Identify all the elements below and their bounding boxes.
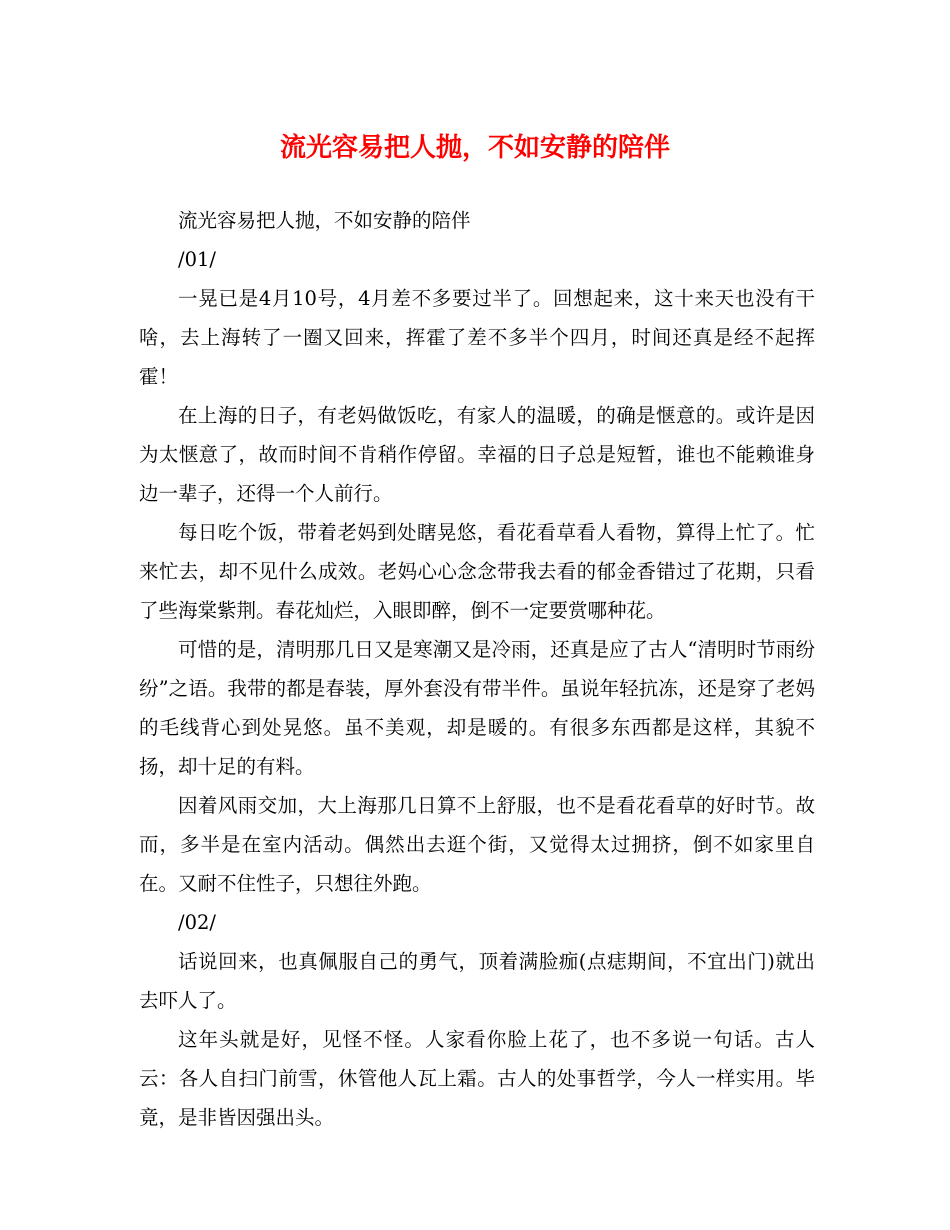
body-paragraph: 每日吃个饭，带着老妈到处瞎晃悠，看花看草看人看物，算得上忙了。忙来忙去，却不见什么成效。老妈心心念念带我去看的郁金香错过了花期，只看了些海棠紫荆。春花灿烂，入眼即醉，倒不一定要赏哪种花。 [139, 521, 815, 622]
body-paragraph: 可惜的是，清明那几日又是寒潮又是冷雨，还真是应了古人“清明时节雨纷纷”之语。我带的都是春装，厚外套没有带半件。虽说年轻抗冻，还是穿了老妈的毛线背心到处晃悠。虽不美观，却是暖的。有很多东西都是这样，其貌不扬，却十足的有料。 [139, 638, 815, 778]
body-paragraph: 因着风雨交加，大上海那几日算不上舒服，也不是看花看草的好时节。故而，多半是在室内活动。偶然出去逛个街，又觉得太过拥挤，倒不如家里自在。又耐不住性子，只想往外跑。 [139, 794, 815, 895]
body-paragraph-subtitle: 流光容易把人抛，不如安静的陪伴 [178, 209, 471, 232]
section-marker-01: /01/ [178, 248, 216, 271]
section-marker-02: /02/ [178, 911, 216, 934]
body-paragraph: 话说回来，也真佩服自己的勇气，顶着满脸痂(点痣期间，不宜出门)就出去吓人了。 [139, 950, 815, 1012]
body-paragraph: 这年头就是好，见怪不怪。人家看你脸上花了，也不多说一句话。古人云：各人自扫门前雪，休管他人瓦上霜。古人的处事哲学，今人一样实用。毕竟，是非皆因强出头。 [139, 1028, 815, 1129]
body-paragraph: 在上海的日子，有老妈做饭吃，有家人的温暖，的确是惬意的。或许是因为太惬意了，故而时间不肯稍作停留。幸福的日子总是短暂，谁也不能赖谁身边一辈子，还得一个人前行。 [139, 404, 815, 505]
body-paragraph: 一晃已是4月10号，4月差不多要过半了。回想起来，这十来天也没有干啥，去上海转了一圈又回来，挥霍了差不多半个四月，时间还真是经不起挥霍！ [139, 287, 815, 388]
page-title: 流光容易把人抛，不如安静的陪伴 [279, 133, 670, 163]
document-body [139, 201, 815, 1137]
